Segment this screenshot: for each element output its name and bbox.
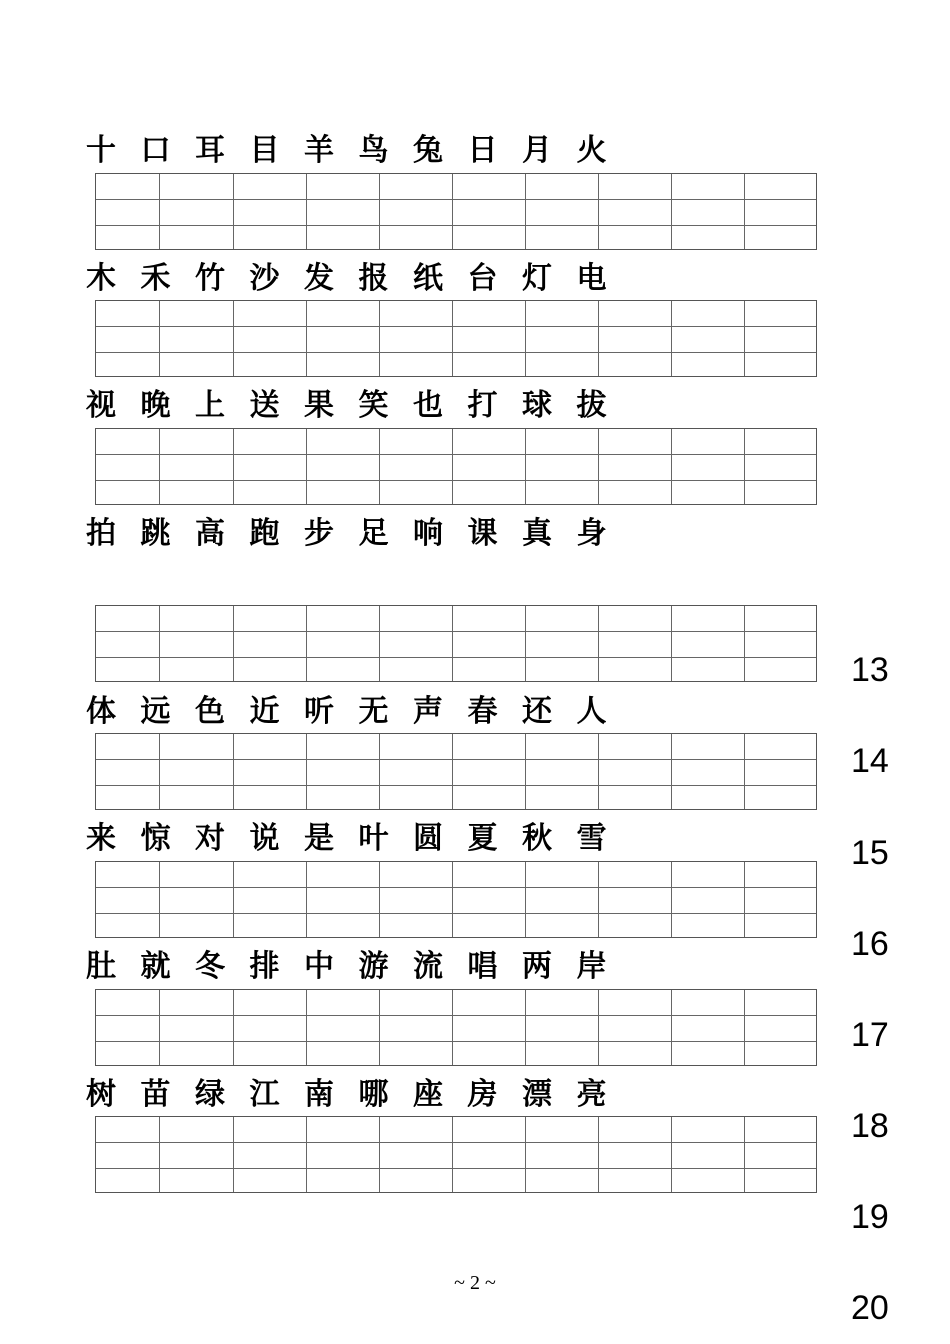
grid-vertical-line [452, 990, 453, 1065]
grid-vertical-line [525, 174, 526, 249]
chinese-character: 足 [358, 516, 389, 551]
chinese-character: 台 [467, 261, 498, 296]
chinese-character: 十 [86, 133, 116, 168]
grid-vertical-line [159, 301, 160, 376]
chinese-character: 近 [249, 694, 280, 729]
chinese-character: 日 [467, 133, 498, 168]
grid-vertical-line [744, 301, 745, 376]
grid-vertical-line [452, 606, 453, 681]
chinese-character: 哪 [358, 1077, 389, 1112]
chinese-character: 就 [140, 949, 171, 984]
grid-horizontal-line [96, 1142, 816, 1143]
grid-vertical-line [233, 174, 234, 249]
grid-vertical-line [159, 1117, 160, 1192]
chinese-character: 肚 [86, 949, 116, 984]
grid-vertical-line [744, 862, 745, 937]
chinese-character: 听 [304, 694, 334, 729]
grid-vertical-line [379, 606, 380, 681]
page-number: ~ 2 ~ [454, 1272, 496, 1294]
grid-vertical-line [671, 301, 672, 376]
writing-grid [95, 989, 817, 1066]
chinese-character: 夏 [467, 821, 498, 856]
chinese-character: 沙 [249, 261, 280, 296]
grid-vertical-line [671, 429, 672, 504]
grid-vertical-line [159, 734, 160, 809]
grid-horizontal-line [96, 1015, 816, 1016]
chinese-character: 说 [249, 821, 280, 856]
chinese-character: 兔 [413, 133, 443, 168]
grid-vertical-line [598, 606, 599, 681]
grid-horizontal-line [96, 913, 816, 914]
grid-vertical-line [744, 174, 745, 249]
chinese-character: 响 [413, 516, 443, 551]
grid-vertical-line [379, 734, 380, 809]
writing-grid [95, 428, 817, 505]
chinese-character: 游 [358, 949, 389, 984]
chinese-character: 惊 [140, 821, 171, 856]
grid-vertical-line [598, 301, 599, 376]
chinese-character: 中 [304, 949, 334, 984]
chinese-character: 漂 [522, 1077, 552, 1112]
chinese-character: 鸟 [358, 133, 389, 168]
chinese-character: 两 [522, 949, 552, 984]
chinese-character: 目 [249, 133, 280, 168]
chinese-character: 纸 [413, 261, 443, 296]
chinese-character: 座 [413, 1077, 443, 1112]
side-number: 19 [851, 1198, 889, 1236]
grid-vertical-line [598, 429, 599, 504]
chinese-character: 对 [195, 821, 225, 856]
grid-vertical-line [452, 429, 453, 504]
chinese-character: 岸 [576, 949, 607, 984]
grid-horizontal-line [96, 480, 816, 481]
grid-vertical-line [306, 1117, 307, 1192]
chinese-character: 高 [195, 516, 225, 551]
grid-vertical-line [233, 734, 234, 809]
chinese-character: 色 [195, 694, 225, 729]
grid-vertical-line [233, 862, 234, 937]
grid-horizontal-line [96, 1041, 816, 1042]
grid-vertical-line [598, 174, 599, 249]
writing-grid [95, 300, 817, 377]
grid-vertical-line [379, 990, 380, 1065]
chinese-character: 圆 [413, 821, 443, 856]
chinese-character: 江 [249, 1077, 280, 1112]
chinese-character: 也 [413, 388, 443, 423]
grid-vertical-line [671, 734, 672, 809]
chinese-character: 拔 [576, 388, 607, 423]
grid-vertical-line [598, 1117, 599, 1192]
grid-vertical-line [525, 429, 526, 504]
grid-vertical-line [671, 990, 672, 1065]
grid-vertical-line [525, 990, 526, 1065]
chinese-character: 报 [358, 261, 389, 296]
writing-grid [95, 861, 817, 938]
chinese-character: 火 [576, 133, 607, 168]
grid-vertical-line [671, 174, 672, 249]
character-row-title [86, 947, 631, 987]
grid-vertical-line [306, 734, 307, 809]
grid-vertical-line [379, 429, 380, 504]
chinese-character: 来 [86, 821, 116, 856]
chinese-character: 上 [195, 388, 225, 423]
grid-vertical-line [233, 1117, 234, 1192]
grid-vertical-line [744, 429, 745, 504]
grid-horizontal-line [96, 1168, 816, 1169]
chinese-character: 唱 [467, 949, 498, 984]
chinese-character: 流 [413, 949, 443, 984]
grid-horizontal-line [96, 631, 816, 632]
grid-vertical-line [525, 606, 526, 681]
chinese-character: 声 [413, 694, 443, 729]
grid-vertical-line [452, 301, 453, 376]
grid-vertical-line [306, 429, 307, 504]
grid-vertical-line [671, 862, 672, 937]
chinese-character: 南 [304, 1077, 334, 1112]
chinese-character: 叶 [358, 821, 389, 856]
grid-vertical-line [159, 990, 160, 1065]
chinese-character: 步 [304, 516, 334, 551]
grid-vertical-line [744, 990, 745, 1065]
chinese-character: 秋 [522, 821, 552, 856]
grid-vertical-line [159, 606, 160, 681]
side-number: 16 [851, 925, 889, 963]
character-row-title [86, 259, 631, 299]
grid-horizontal-line [96, 326, 816, 327]
side-number: 20 [851, 1289, 889, 1327]
chinese-character: 晚 [140, 388, 171, 423]
chinese-character: 亮 [576, 1077, 607, 1112]
character-row-title [86, 1075, 631, 1115]
grid-vertical-line [306, 174, 307, 249]
chinese-character: 身 [576, 516, 607, 551]
character-row-title [86, 692, 631, 732]
chinese-character: 月 [522, 133, 552, 168]
chinese-character: 还 [522, 694, 552, 729]
grid-horizontal-line [96, 887, 816, 888]
side-number: 13 [851, 651, 889, 689]
chinese-character: 人 [576, 694, 607, 729]
grid-vertical-line [233, 990, 234, 1065]
grid-vertical-line [452, 862, 453, 937]
grid-vertical-line [525, 1117, 526, 1192]
chinese-character: 禾 [140, 261, 171, 296]
chinese-character: 雪 [576, 821, 607, 856]
chinese-character: 春 [467, 694, 498, 729]
chinese-character: 笑 [358, 388, 389, 423]
chinese-character: 木 [86, 261, 116, 296]
grid-vertical-line [306, 606, 307, 681]
chinese-character: 口 [140, 133, 171, 168]
grid-vertical-line [379, 174, 380, 249]
chinese-character: 跑 [249, 516, 280, 551]
grid-vertical-line [233, 429, 234, 504]
grid-vertical-line [598, 862, 599, 937]
chinese-character: 排 [249, 949, 280, 984]
chinese-character: 远 [140, 694, 171, 729]
writing-grid [95, 1116, 817, 1193]
writing-grid [95, 605, 817, 682]
grid-vertical-line [744, 606, 745, 681]
character-row-title [86, 131, 631, 171]
grid-horizontal-line [96, 352, 816, 353]
chinese-character: 打 [467, 388, 498, 423]
grid-vertical-line [379, 862, 380, 937]
chinese-character: 绿 [195, 1077, 225, 1112]
grid-horizontal-line [96, 225, 816, 226]
chinese-character: 房 [467, 1077, 498, 1112]
grid-vertical-line [306, 990, 307, 1065]
chinese-character: 树 [86, 1077, 116, 1112]
side-number: 15 [851, 834, 889, 872]
chinese-character: 视 [86, 388, 116, 423]
grid-vertical-line [306, 862, 307, 937]
character-row-title [86, 386, 631, 426]
chinese-character: 拍 [86, 516, 116, 551]
grid-vertical-line [233, 301, 234, 376]
grid-vertical-line [452, 174, 453, 249]
chinese-character: 电 [576, 261, 607, 296]
character-row-title [86, 514, 631, 554]
grid-vertical-line [598, 734, 599, 809]
grid-vertical-line [452, 1117, 453, 1192]
grid-vertical-line [306, 301, 307, 376]
character-row-title [86, 819, 631, 859]
grid-horizontal-line [96, 785, 816, 786]
chinese-character: 是 [304, 821, 334, 856]
side-number: 17 [851, 1016, 889, 1054]
grid-vertical-line [744, 1117, 745, 1192]
grid-horizontal-line [96, 759, 816, 760]
chinese-character: 竹 [195, 261, 225, 296]
grid-vertical-line [525, 301, 526, 376]
chinese-character: 无 [358, 694, 389, 729]
grid-vertical-line [233, 606, 234, 681]
chinese-character: 体 [86, 694, 116, 729]
grid-vertical-line [452, 734, 453, 809]
chinese-character: 跳 [140, 516, 171, 551]
grid-horizontal-line [96, 657, 816, 658]
chinese-character: 冬 [195, 949, 225, 984]
grid-vertical-line [525, 862, 526, 937]
side-number: 18 [851, 1107, 889, 1145]
chinese-character: 果 [304, 388, 334, 423]
chinese-character: 羊 [304, 133, 334, 168]
writing-grid [95, 173, 817, 250]
chinese-character: 课 [467, 516, 498, 551]
grid-horizontal-line [96, 199, 816, 200]
grid-vertical-line [159, 174, 160, 249]
grid-vertical-line [598, 990, 599, 1065]
chinese-character: 发 [304, 261, 334, 296]
chinese-character: 耳 [195, 133, 225, 168]
chinese-character: 真 [522, 516, 552, 551]
chinese-character: 灯 [522, 261, 552, 296]
grid-horizontal-line [96, 454, 816, 455]
grid-vertical-line [159, 429, 160, 504]
grid-vertical-line [379, 1117, 380, 1192]
grid-vertical-line [744, 734, 745, 809]
chinese-character: 球 [522, 388, 552, 423]
grid-vertical-line [159, 862, 160, 937]
grid-vertical-line [525, 734, 526, 809]
chinese-character: 送 [249, 388, 280, 423]
grid-vertical-line [379, 301, 380, 376]
writing-grid [95, 733, 817, 810]
side-number: 14 [851, 742, 889, 780]
chinese-character: 苗 [140, 1077, 171, 1112]
grid-vertical-line [671, 606, 672, 681]
grid-vertical-line [671, 1117, 672, 1192]
